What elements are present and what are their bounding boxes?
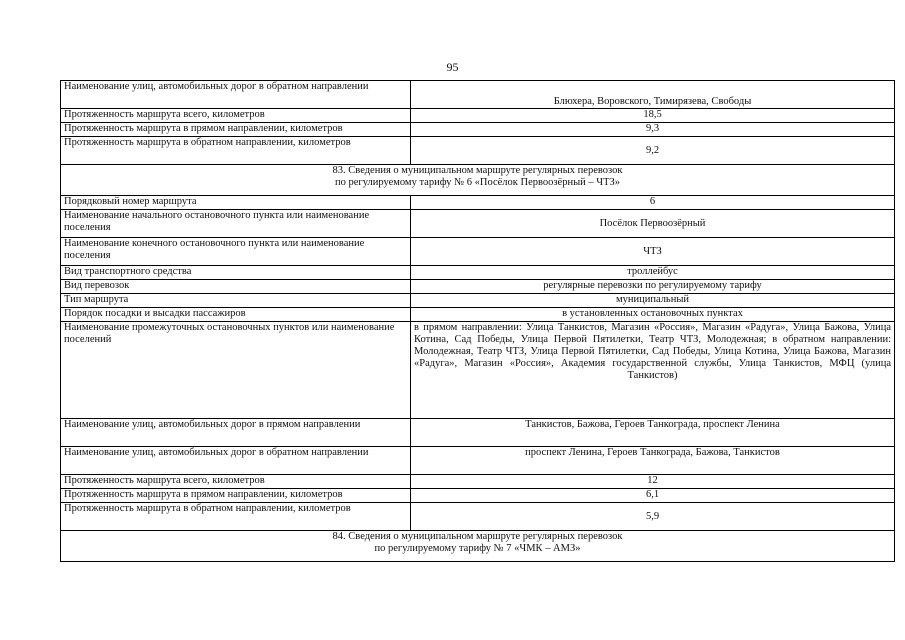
- row-value: Блюхера, Воровского, Тимирязева, Свободы: [411, 81, 895, 109]
- row-value: в прямом направлении: Улица Танкистов, Магазин «Россия», Магазин «Радуга», Улица Бажова, Улица Котина, Сад Победы, Улица Первой Пятилетки, Театр ЧТЗ, Молодежная; в обратном направлении: Молодежная, Театр ЧТЗ, Улица Первой Пятилетки, Сад Победы, Улица Котина, Улица Бажова, Магазин «Радуга», Магазин «Россия», Академия государственной службы, Улица Танкистов, МФЦ (улица Танкистов): [411, 322, 895, 419]
- row-value: 9,2: [411, 137, 895, 165]
- row-value: Танкистов, Бажова, Героев Танкограда, проспект Ленина: [411, 419, 895, 447]
- row-value: регулярные перевозки по регулируемому тарифу: [411, 280, 895, 294]
- row-value: в установленных остановочных пунктах: [411, 308, 895, 322]
- table-row: [61, 266, 895, 280]
- table-row: [61, 137, 895, 165]
- table-row: [61, 475, 895, 489]
- section-title-line: 84. Сведения о муниципальном маршруте регулярных перевозок: [332, 531, 623, 542]
- row-label: Наименование конечного остановочного пункта или наименование поселения: [61, 238, 411, 266]
- route-info-table: [60, 80, 895, 562]
- row-label: Порядок посадки и высадки пассажиров: [61, 308, 411, 322]
- row-label: Наименование улиц, автомобильных дорог в обратном направлении: [61, 447, 411, 475]
- table-row: [61, 447, 895, 475]
- row-label: Протяженность маршрута в обратном направлении, километров: [61, 137, 411, 165]
- table-row: [61, 308, 895, 322]
- section-title-line: по регулируемому тарифу № 7 «ЧМК – АМЗ»: [374, 543, 581, 554]
- table-row: [61, 123, 895, 137]
- row-value: 12: [411, 475, 895, 489]
- row-value: муниципальный: [411, 294, 895, 308]
- row-value: 6,1: [411, 489, 895, 503]
- row-label: Протяженность маршрута всего, километров: [61, 109, 411, 123]
- row-value: ЧТЗ: [411, 238, 895, 266]
- row-value: 6: [411, 196, 895, 210]
- table-row: [61, 503, 895, 531]
- row-value: 18,5: [411, 109, 895, 123]
- table-row: [61, 322, 895, 419]
- section-header: [61, 531, 895, 562]
- row-label: Тип маршрута: [61, 294, 411, 308]
- row-label: Протяженность маршрута всего, километров: [61, 475, 411, 489]
- row-value: Посёлок Первоозёрный: [411, 210, 895, 238]
- row-value: троллейбус: [411, 266, 895, 280]
- row-label: Наименование начального остановочного пункта или наименование поселения: [61, 210, 411, 238]
- row-label: Протяженность маршрута в обратном направлении, километров: [61, 503, 411, 531]
- table-row: [61, 419, 895, 447]
- section-header: [61, 165, 895, 196]
- table-row: [61, 109, 895, 123]
- row-value: 5,9: [411, 503, 895, 531]
- table-row: [61, 238, 895, 266]
- row-label: Протяженность маршрута в прямом направлении, километров: [61, 489, 411, 503]
- table-row: [61, 210, 895, 238]
- row-label: Протяженность маршрута в прямом направлении, километров: [61, 123, 411, 137]
- section-title-83: [61, 165, 895, 196]
- row-label: Наименование промежуточных остановочных пунктов или наименование поселений: [61, 322, 411, 419]
- page-number: 95: [446, 60, 459, 74]
- table-row: [61, 280, 895, 294]
- row-label: Наименование улиц, автомобильных дорог в обратном направлении: [61, 81, 411, 109]
- table-row: [61, 294, 895, 308]
- table-row: [61, 489, 895, 503]
- row-label: Вид перевозок: [61, 280, 411, 294]
- section-title-line: 83. Сведения о муниципальном маршруте регулярных перевозок: [332, 165, 623, 176]
- row-label: Вид транспортного средства: [61, 266, 411, 280]
- row-value: 9,3: [411, 123, 895, 137]
- table-row: [61, 81, 895, 109]
- row-value: проспект Ленина, Героев Танкограда, Бажова, Танкистов: [411, 447, 895, 475]
- section-title-line: по регулируемому тарифу № 6 «Посёлок Первоозёрный – ЧТЗ»: [335, 177, 620, 188]
- table-row: [61, 196, 895, 210]
- row-label: Наименование улиц, автомобильных дорог в прямом направлении: [61, 419, 411, 447]
- row-label: Порядковый номер маршрута: [61, 196, 411, 210]
- section-title-84: [61, 531, 895, 562]
